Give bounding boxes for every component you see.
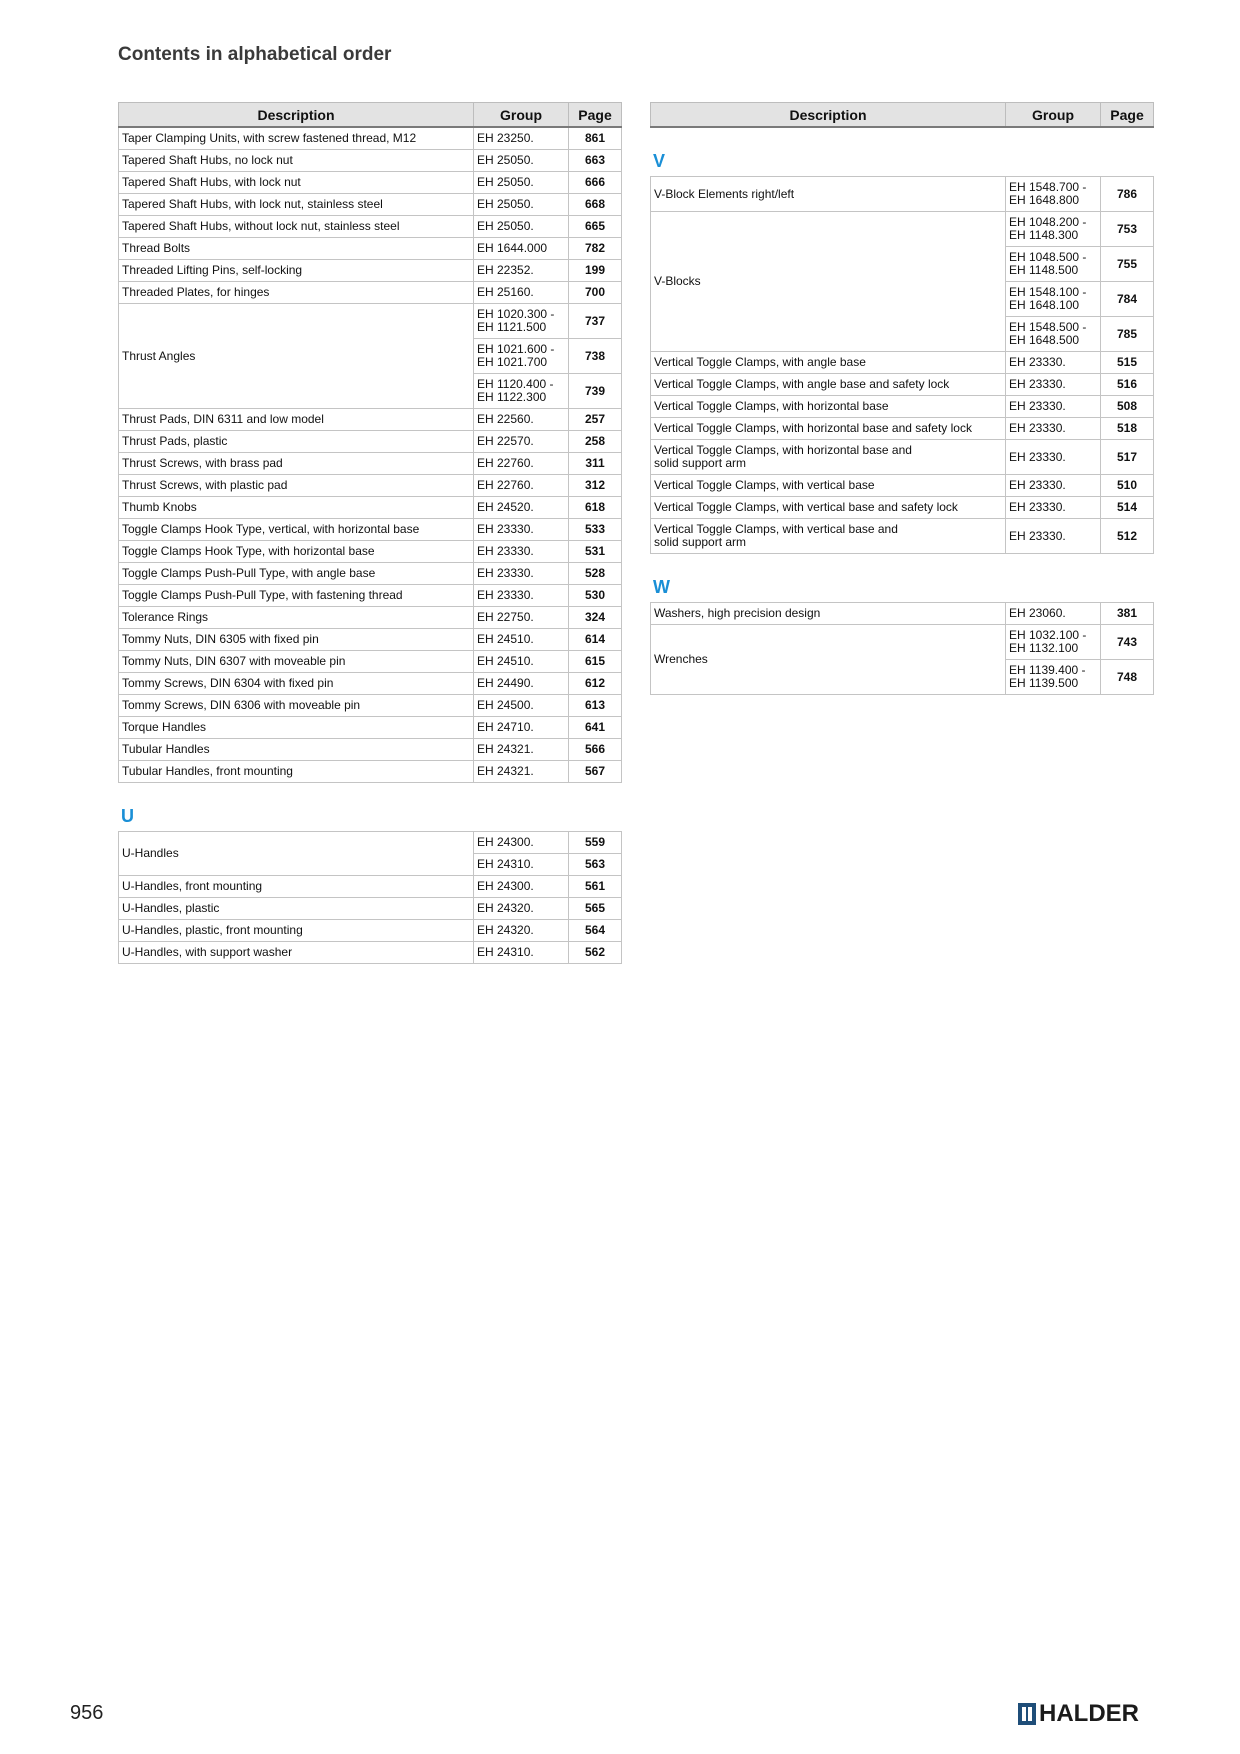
entry-group: EH 25050.: [474, 150, 569, 172]
table-row: [119, 942, 622, 964]
table-row: [651, 440, 1154, 475]
entry-description: Tommy Screws, DIN 6304 with fixed pin: [119, 673, 474, 695]
entry-group: EH 23330.: [1006, 475, 1101, 497]
entry-description: Vertical Toggle Clamps, with horizontal base and solid support arm: [651, 440, 1006, 475]
entry-page: 567: [569, 761, 622, 783]
entry-page: 738: [569, 339, 622, 374]
entry-page: 618: [569, 497, 622, 519]
entry-description: U-Handles: [119, 832, 474, 876]
entry-group: EH 24300.: [474, 832, 569, 854]
entry-group: EH 24320.: [474, 898, 569, 920]
entry-group: EH 24321.: [474, 761, 569, 783]
entry-description: Tommy Nuts, DIN 6305 with fixed pin: [119, 629, 474, 651]
letter-section: [118, 805, 621, 964]
entry-page: 516: [1101, 374, 1154, 396]
table-row: [119, 876, 622, 898]
entry-group: EH 1021.600 - EH 1021.700: [474, 339, 569, 374]
brand-name: HALDER: [1039, 1700, 1139, 1727]
entry-group: EH 25160.: [474, 282, 569, 304]
entry-page: 668: [569, 194, 622, 216]
entry-description: Vertical Toggle Clamps, with horizontal base: [651, 396, 1006, 418]
entry-page: 508: [1101, 396, 1154, 418]
table-row: [119, 673, 622, 695]
table-row: [119, 150, 622, 172]
entry-group: EH 1548.500 - EH 1648.500: [1006, 317, 1101, 352]
entry-page: 785: [1101, 317, 1154, 352]
entry-page: 782: [569, 238, 622, 260]
table-row: [651, 475, 1154, 497]
entry-page: 563: [569, 854, 622, 876]
entry-page: 565: [569, 898, 622, 920]
table-row: [119, 563, 622, 585]
entry-description: Tolerance Rings: [119, 607, 474, 629]
entry-group: EH 1644.000: [474, 238, 569, 260]
entry-description: Vertical Toggle Clamps, with angle base and safety lock: [651, 374, 1006, 396]
table-row: [119, 282, 622, 304]
entry-group: EH 25050.: [474, 172, 569, 194]
entry-group: EH 24510.: [474, 629, 569, 651]
entry-group: EH 24310.: [474, 854, 569, 876]
entry-page: 739: [569, 374, 622, 409]
contents-table: [650, 102, 1154, 128]
entry-group: EH 23330.: [1006, 497, 1101, 519]
entry-group: EH 23330.: [474, 563, 569, 585]
table-row: [119, 761, 622, 783]
entry-description: Torque Handles: [119, 717, 474, 739]
entry-group: EH 1139.400 - EH 1139.500: [1006, 660, 1101, 695]
entry-group: EH 1048.200 - EH 1148.300: [1006, 212, 1101, 247]
section-letter: W: [653, 577, 670, 597]
entry-page: 531: [569, 541, 622, 563]
entry-page: 613: [569, 695, 622, 717]
entry-description: U-Handles, front mounting: [119, 876, 474, 898]
entry-description: Toggle Clamps Push-Pull Type, with fastening thread: [119, 585, 474, 607]
page-number: 956: [70, 1702, 104, 1724]
contents-table: [118, 102, 622, 783]
entry-page: 381: [1101, 603, 1154, 625]
table-row: [651, 625, 1154, 660]
entry-description: Thrust Screws, with plastic pad: [119, 475, 474, 497]
entry-group: EH 24490.: [474, 673, 569, 695]
section-table: [650, 602, 1154, 695]
entry-description: Vertical Toggle Clamps, with vertical base and safety lock: [651, 497, 1006, 519]
header-description: Description: [119, 103, 474, 128]
entry-group: EH 24320.: [474, 920, 569, 942]
table-row: [651, 396, 1154, 418]
table-row: [119, 695, 622, 717]
entry-page: 528: [569, 563, 622, 585]
entry-page: 666: [569, 172, 622, 194]
entry-page: 786: [1101, 177, 1154, 212]
entry-group: EH 25050.: [474, 216, 569, 238]
header-group: Group: [1006, 103, 1101, 128]
entry-description: Vertical Toggle Clamps, with vertical base and solid support arm: [651, 519, 1006, 554]
entry-page: 784: [1101, 282, 1154, 317]
entry-description: Thrust Screws, with brass pad: [119, 453, 474, 475]
entry-page: 663: [569, 150, 622, 172]
entry-page: 614: [569, 629, 622, 651]
entry-description: U-Handles, plastic, front mounting: [119, 920, 474, 942]
entry-description: Tubular Handles, front mounting: [119, 761, 474, 783]
letter-section: [650, 576, 1153, 695]
entry-page: 566: [569, 739, 622, 761]
entry-page: 753: [1101, 212, 1154, 247]
entry-page: 257: [569, 409, 622, 431]
left-column: [118, 102, 621, 964]
entry-group: EH 23330.: [474, 585, 569, 607]
section-table: [118, 831, 622, 964]
table-row: [651, 212, 1154, 247]
entry-group: EH 22352.: [474, 260, 569, 282]
table-row: [119, 260, 622, 282]
entry-page: 561: [569, 876, 622, 898]
letter-section: [650, 150, 1153, 554]
entry-description: Tapered Shaft Hubs, with lock nut: [119, 172, 474, 194]
entry-page: 514: [1101, 497, 1154, 519]
table-row: [651, 519, 1154, 554]
entry-page: 737: [569, 304, 622, 339]
entry-group: EH 1548.100 - EH 1648.100: [1006, 282, 1101, 317]
entry-description: Threaded Plates, for hinges: [119, 282, 474, 304]
entry-page: 199: [569, 260, 622, 282]
entry-page: 510: [1101, 475, 1154, 497]
entry-group: EH 24310.: [474, 942, 569, 964]
table-row: [119, 541, 622, 563]
table-row: [119, 216, 622, 238]
entry-page: 512: [1101, 519, 1154, 554]
table-row: [651, 374, 1154, 396]
entry-group: EH 22560.: [474, 409, 569, 431]
entry-group: EH 1048.500 - EH 1148.500: [1006, 247, 1101, 282]
entry-description: V-Blocks: [651, 212, 1006, 352]
table-row: [119, 497, 622, 519]
entry-group: EH 1032.100 - EH 1132.100: [1006, 625, 1101, 660]
entry-description: Toggle Clamps Hook Type, with horizontal base: [119, 541, 474, 563]
halder-logo-icon: [1018, 1703, 1036, 1725]
entry-group: EH 23330.: [1006, 519, 1101, 554]
entry-description: Tapered Shaft Hubs, no lock nut: [119, 150, 474, 172]
table-row: [119, 453, 622, 475]
table-row: [119, 519, 622, 541]
entry-page: 700: [569, 282, 622, 304]
table-row: [119, 629, 622, 651]
entry-page: 743: [1101, 625, 1154, 660]
table-header-row: [651, 103, 1154, 128]
entry-description: Taper Clamping Units, with screw fastened thread, M12: [119, 127, 474, 150]
entry-group: EH 22760.: [474, 475, 569, 497]
entry-group: EH 23330.: [474, 519, 569, 541]
entry-description: U-Handles, with support washer: [119, 942, 474, 964]
entry-group: EH 23330.: [1006, 396, 1101, 418]
table-row: [119, 172, 622, 194]
entry-description: Tapered Shaft Hubs, without lock nut, stainless steel: [119, 216, 474, 238]
entry-group: EH 1020.300 - EH 1121.500: [474, 304, 569, 339]
entry-group: EH 24710.: [474, 717, 569, 739]
entry-page: 755: [1101, 247, 1154, 282]
table-row: [119, 651, 622, 673]
entry-page: 665: [569, 216, 622, 238]
table-row: [651, 352, 1154, 374]
entry-page: 533: [569, 519, 622, 541]
entry-page: 324: [569, 607, 622, 629]
halder-logo: [1018, 1701, 1139, 1727]
header-page: Page: [1101, 103, 1154, 128]
entry-description: Vertical Toggle Clamps, with horizontal base and safety lock: [651, 418, 1006, 440]
table-row: [651, 603, 1154, 625]
table-row: [119, 832, 622, 854]
entry-page: 258: [569, 431, 622, 453]
table-row: [119, 304, 622, 339]
entry-description: Tubular Handles: [119, 739, 474, 761]
entry-description: Thrust Angles: [119, 304, 474, 409]
entry-page: 530: [569, 585, 622, 607]
entry-page: 517: [1101, 440, 1154, 475]
entry-group: EH 24510.: [474, 651, 569, 673]
entry-page: 311: [569, 453, 622, 475]
entry-page: 562: [569, 942, 622, 964]
header-description: Description: [651, 103, 1006, 128]
entry-group: EH 22570.: [474, 431, 569, 453]
entry-group: EH 22750.: [474, 607, 569, 629]
entry-group: EH 25050.: [474, 194, 569, 216]
entry-description: V-Block Elements right/left: [651, 177, 1006, 212]
entry-description: Tapered Shaft Hubs, with lock nut, stainless steel: [119, 194, 474, 216]
table-row: [651, 418, 1154, 440]
entry-page: 612: [569, 673, 622, 695]
table-row: [119, 585, 622, 607]
table-row: [119, 475, 622, 497]
header-group: Group: [474, 103, 569, 128]
entry-group: EH 1548.700 - EH 1648.800: [1006, 177, 1101, 212]
entry-group: EH 23330.: [1006, 440, 1101, 475]
header-page: Page: [569, 103, 622, 128]
page-title: Contents in alphabetical order: [118, 44, 392, 65]
entry-description: Vertical Toggle Clamps, with angle base: [651, 352, 1006, 374]
table-row: [119, 194, 622, 216]
entry-description: Washers, high precision design: [651, 603, 1006, 625]
entry-description: Tommy Nuts, DIN 6307 with moveable pin: [119, 651, 474, 673]
entry-page: 641: [569, 717, 622, 739]
entry-page: 615: [569, 651, 622, 673]
entry-group: EH 23330.: [474, 541, 569, 563]
table-row: [651, 177, 1154, 212]
entry-description: Wrenches: [651, 625, 1006, 695]
entry-page: 515: [1101, 352, 1154, 374]
entry-page: 861: [569, 127, 622, 150]
entry-group: EH 24500.: [474, 695, 569, 717]
entry-description: Thread Bolts: [119, 238, 474, 260]
table-row: [119, 409, 622, 431]
entry-page: 312: [569, 475, 622, 497]
entry-description: U-Handles, plastic: [119, 898, 474, 920]
entry-description: Thrust Pads, DIN 6311 and low model: [119, 409, 474, 431]
section-table: [650, 176, 1154, 554]
entry-group: EH 23330.: [1006, 374, 1101, 396]
entry-group: EH 1120.400 - EH 1122.300: [474, 374, 569, 409]
table-row: [119, 607, 622, 629]
section-letter: V: [653, 151, 666, 171]
entry-description: Toggle Clamps Hook Type, vertical, with horizontal base: [119, 519, 474, 541]
entry-group: EH 23330.: [1006, 418, 1101, 440]
entry-group: EH 24300.: [474, 876, 569, 898]
entry-page: 564: [569, 920, 622, 942]
entry-page: 518: [1101, 418, 1154, 440]
entry-group: EH 24520.: [474, 497, 569, 519]
entry-page: 748: [1101, 660, 1154, 695]
entry-group: EH 23330.: [1006, 352, 1101, 374]
table-row: [651, 497, 1154, 519]
entry-description: Toggle Clamps Push-Pull Type, with angle base: [119, 563, 474, 585]
entry-description: Thumb Knobs: [119, 497, 474, 519]
entry-description: Thrust Pads, plastic: [119, 431, 474, 453]
entry-description: Tommy Screws, DIN 6306 with moveable pin: [119, 695, 474, 717]
entry-description: Vertical Toggle Clamps, with vertical base: [651, 475, 1006, 497]
table-row: [119, 238, 622, 260]
section-letter: U: [121, 806, 134, 826]
table-header-row: [119, 103, 622, 128]
table-row: [119, 127, 622, 150]
right-column: [650, 102, 1153, 695]
table-row: [119, 898, 622, 920]
entry-group: EH 23250.: [474, 127, 569, 150]
entry-group: EH 23060.: [1006, 603, 1101, 625]
entry-page: 559: [569, 832, 622, 854]
entry-group: EH 24321.: [474, 739, 569, 761]
entry-group: EH 22760.: [474, 453, 569, 475]
table-row: [119, 920, 622, 942]
entry-description: Threaded Lifting Pins, self-locking: [119, 260, 474, 282]
table-row: [119, 717, 622, 739]
table-row: [119, 431, 622, 453]
table-row: [119, 739, 622, 761]
